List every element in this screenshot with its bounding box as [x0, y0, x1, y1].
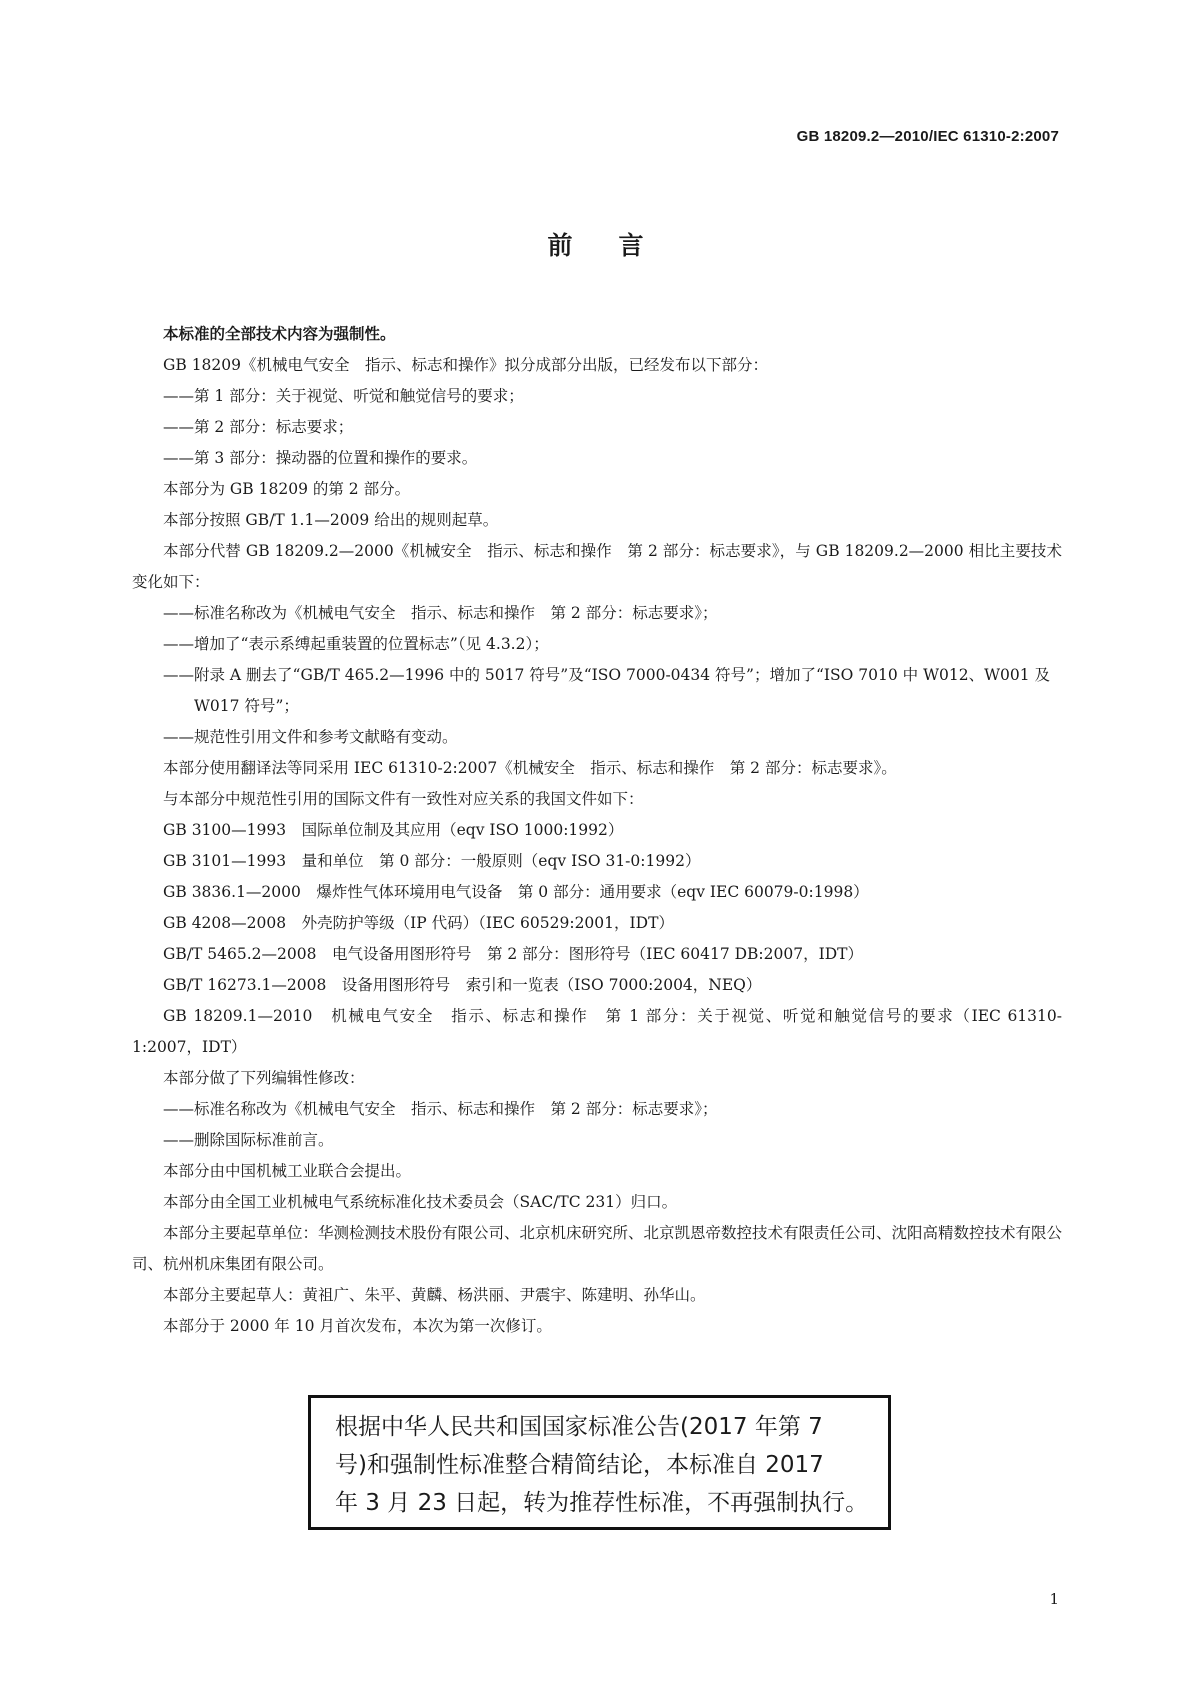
notice-box	[308, 1395, 891, 1530]
notice-line: 年 3 月 23 日起，转为推荐性标准，不再强制执行。	[335, 1490, 869, 1516]
paragraph-issue-history: 本部分于 2000 年 10 月首次发布，本次为第一次修订。	[163, 1317, 552, 1335]
list-item-editorial-name: ——标准名称改为《机械电气安全 指示、标志和操作 第 2 部分：标志要求》；	[163, 1100, 718, 1118]
paragraph-adoption: 本部分使用翻译法等同采用 IEC 61310-2:2007《机械安全 指示、标志和操作 第 2 部分：标志要求》。	[163, 759, 897, 777]
reference-gb4208: GB 4208—2008 外壳防护等级（IP 代码）（IEC 60529:2001，IDT）	[163, 914, 674, 932]
reference-gbt16273: GB/T 16273.1—2008 设备用图形符号 索引和一览表（ISO 7000:2004，NEQ）	[163, 976, 762, 994]
paragraph-proposed-by: 本部分由中国机械工业联合会提出。	[163, 1162, 412, 1180]
list-item-part-2: ——第 2 部分：标志要求；	[163, 418, 354, 436]
list-item-editorial-foreword: ——删除国际标准前言。	[163, 1131, 334, 1149]
foreword-body	[132, 319, 1062, 1342]
page-number: 1	[1049, 1590, 1059, 1608]
reference-gbt5465: GB/T 5465.2—2008 电气设备用图形符号 第 2 部分：图形符号（IEC 60417 DB:2007，IDT）	[163, 945, 863, 963]
notice-line: 号)和强制性标准整合精简结论，本标准自 2017	[335, 1452, 824, 1478]
list-item-change-references: ——规范性引用文件和参考文献略有变动。	[163, 728, 458, 746]
paragraph-part-number: 本部分为 GB 18209 的第 2 部分。	[163, 480, 411, 498]
page-title: 前言	[547, 231, 690, 260]
paragraph-mandatory: 本标准的全部技术内容为强制性。	[163, 325, 396, 343]
reference-gb3100: GB 3100—1993 国际单位制及其应用（eqv ISO 1000:1992）	[163, 821, 624, 839]
paragraph-parts-intro: GB 18209《机械电气安全 指示、标志和操作》拟分成部分出版，已经发布以下部分：	[163, 356, 769, 374]
list-item-change-name: ——标准名称改为《机械电气安全 指示、标志和操作 第 2 部分：标志要求》；	[163, 604, 718, 622]
paragraph-replaces: 本部分代替 GB 18209.2—2000《机械安全 指示、标志和操作 第 2 部分：标志要求》，与 GB 18209.2—2000 相比主要技术变化如下：	[132, 542, 1062, 591]
reference-gb3836: GB 3836.1—2000 爆炸性气体环境用电气设备 第 0 部分：通用要求（eqv IEC 60079-0:1998）	[163, 883, 869, 901]
list-item-part-1: ——第 1 部分：关于视觉、听觉和触觉信号的要求；	[163, 387, 524, 405]
list-item-change-annex: ——附录 A 删去了“GB/T 465.2—1996 中的 5017 符号”及“ISO 7000-0434 符号”；增加了“ISO 7010 中 W012、W001 及 W017 符号”；	[163, 666, 1055, 715]
paragraph-drafting-units: 本部分主要起草单位：华测检测技术股份有限公司、北京机床研究所、北京凯恩帝数控技术有限责任公司、沈阳高精数控技术有限公司、杭州机床集团有限公司。	[132, 1224, 1063, 1273]
standard-code: GB 18209.2—2010/IEC 61310-2:2007	[796, 128, 1059, 145]
list-item-part-3: ——第 3 部分：操动器的位置和操作的要求。	[163, 449, 478, 467]
list-item-change-lifting: ——增加了“表示系缚起重装置的位置标志”（见 4.3.2）；	[163, 635, 549, 653]
paragraph-drafters: 本部分主要起草人：黄祖广、朱平、黄麟、杨洪丽、尹震宇、陈建明、孙华山。	[163, 1286, 706, 1304]
paragraph-centralized-by: 本部分由全国工业机械电气系统标准化技术委员会（SAC/TC 231）归口。	[163, 1193, 678, 1211]
paragraph-corresponding-docs: 与本部分中规范性引用的国际文件有一致性对应关系的我国文件如下：	[163, 790, 644, 808]
reference-gb18209-1: GB 18209.1—2010 机械电气安全 指示、标志和操作 第 1 部分：关于视觉、听觉和触觉信号的要求（IEC 61310-1:2007，IDT）	[132, 1007, 1062, 1056]
notice-line: 根据中华人民共和国国家标准公告(2017 年第 7	[335, 1414, 823, 1440]
paragraph-editorial-changes: 本部分做了下列编辑性修改：	[163, 1069, 365, 1087]
paragraph-drafting-rules: 本部分按照 GB/T 1.1—2009 给出的规则起草。	[163, 511, 499, 529]
reference-gb3101: GB 3101—1993 量和单位 第 0 部分：一般原则（eqv ISO 31-0:1992）	[163, 852, 701, 870]
